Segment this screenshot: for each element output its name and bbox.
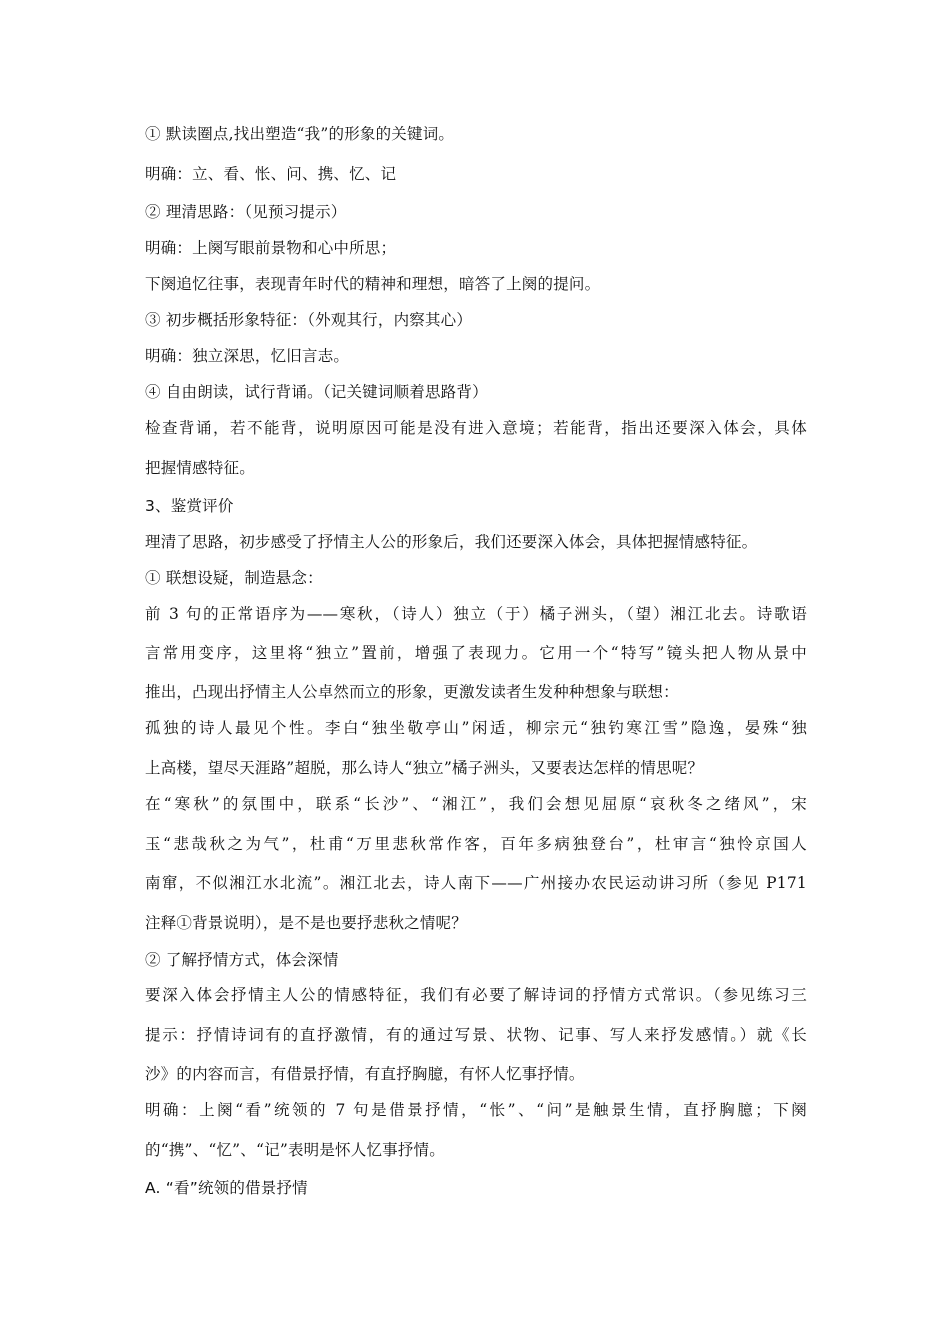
text-line: 理清了思路，初步感受了抒情主人公的形象后，我们还要深入体会，具体把握情感特征。	[145, 533, 758, 551]
text-line: 把握情感特征。	[145, 459, 255, 477]
text-line: 在“寒秋”的氛围中，联系“长沙”、“湘江”，我们会想见屈原“哀秋冬之绪风”，宋	[145, 795, 807, 813]
text-line: 南窜，不似湘江水北流”。湘江北去，诗人南下——广州接办农民运动讲习所（参见 P171	[145, 874, 807, 892]
text-line: ② 理清思路：（见预习提示）	[145, 203, 347, 221]
text-line: 的“携”、“忆”、“记”表明是怀人忆事抒情。	[145, 1141, 445, 1159]
text-line: 要深入体会抒情主人公的情感特征，我们有必要了解诗词的抒情方式常识。（参见练习三	[145, 986, 807, 1004]
text-line: ① 默读圈点,找出塑造“我”的形象的关键词。	[145, 125, 455, 143]
text-line: 下阕追忆往事，表现青年时代的精神和理想，暗答了上阕的提问。	[145, 275, 601, 293]
text-line: 明确：独立深思，忆旧言志。	[145, 347, 350, 365]
text-line: 前 3 句的正常语序为——寒秋，（诗人）独立（于）橘子洲头，（望）湘江北去。诗歌语	[145, 605, 807, 623]
text-line: ② 了解抒情方式，体会深情	[145, 951, 339, 969]
text-line: 言常用变序，这里将“独立”置前，增强了表现力。它用一个“特写”镜头把人物从景中	[145, 644, 807, 662]
text-line: 提示：抒情诗词有的直抒激情，有的通过写景、状物、记事、写人来抒发感情。）就《长	[145, 1026, 807, 1044]
text-line: 明确：上阕写眼前景物和心中所思；	[145, 239, 397, 257]
text-line: 检查背诵，若不能背，说明原因可能是没有进入意境；若能背，指出还要深入体会，具体	[145, 419, 807, 437]
text-line: 注释①背景说明），是不是也要抒悲秋之情呢？	[145, 914, 467, 932]
text-line: 推出，凸现出抒情主人公卓然而立的形象，更激发读者生发种种想象与联想：	[145, 683, 679, 701]
text-line: ④ 自由朗读，试行背诵。（记关键词顺着思路背）	[145, 383, 488, 401]
text-line: 孤独的诗人最见个性。李白“独坐敬亭山”闲适，柳宗元“独钓寒江雪”隐逸，晏殊“独	[145, 719, 807, 737]
section-heading: 3、鉴赏评价	[145, 497, 234, 515]
text-line: 上高楼，望尽天涯路”超脱，那么诗人“独立”橘子洲头，又要表达怎样的情思呢？	[145, 759, 704, 777]
text-line: 玉“悲哉秋之为气”，杜甫“万里悲秋常作客，百年多病独登台”，杜审言“独怜京国人	[145, 835, 807, 853]
text-line: 沙》的内容而言，有借景抒情，有直抒胸臆，有怀人忆事抒情。	[145, 1065, 585, 1083]
text-line: 明确：立、看、怅、问、携、忆、记	[145, 165, 397, 183]
text-line: 明确：上阕“看”统领的 7 句是借景抒情，“怅”、“问”是触景生情，直抒胸臆；下阕	[145, 1101, 807, 1119]
text-line: ① 联想设疑，制造悬念：	[145, 569, 323, 587]
subsection-heading: A. “看”统领的借景抒情	[145, 1179, 308, 1197]
text-line: ③ 初步概括形象特征：（外观其行，内察其心）	[145, 311, 473, 329]
